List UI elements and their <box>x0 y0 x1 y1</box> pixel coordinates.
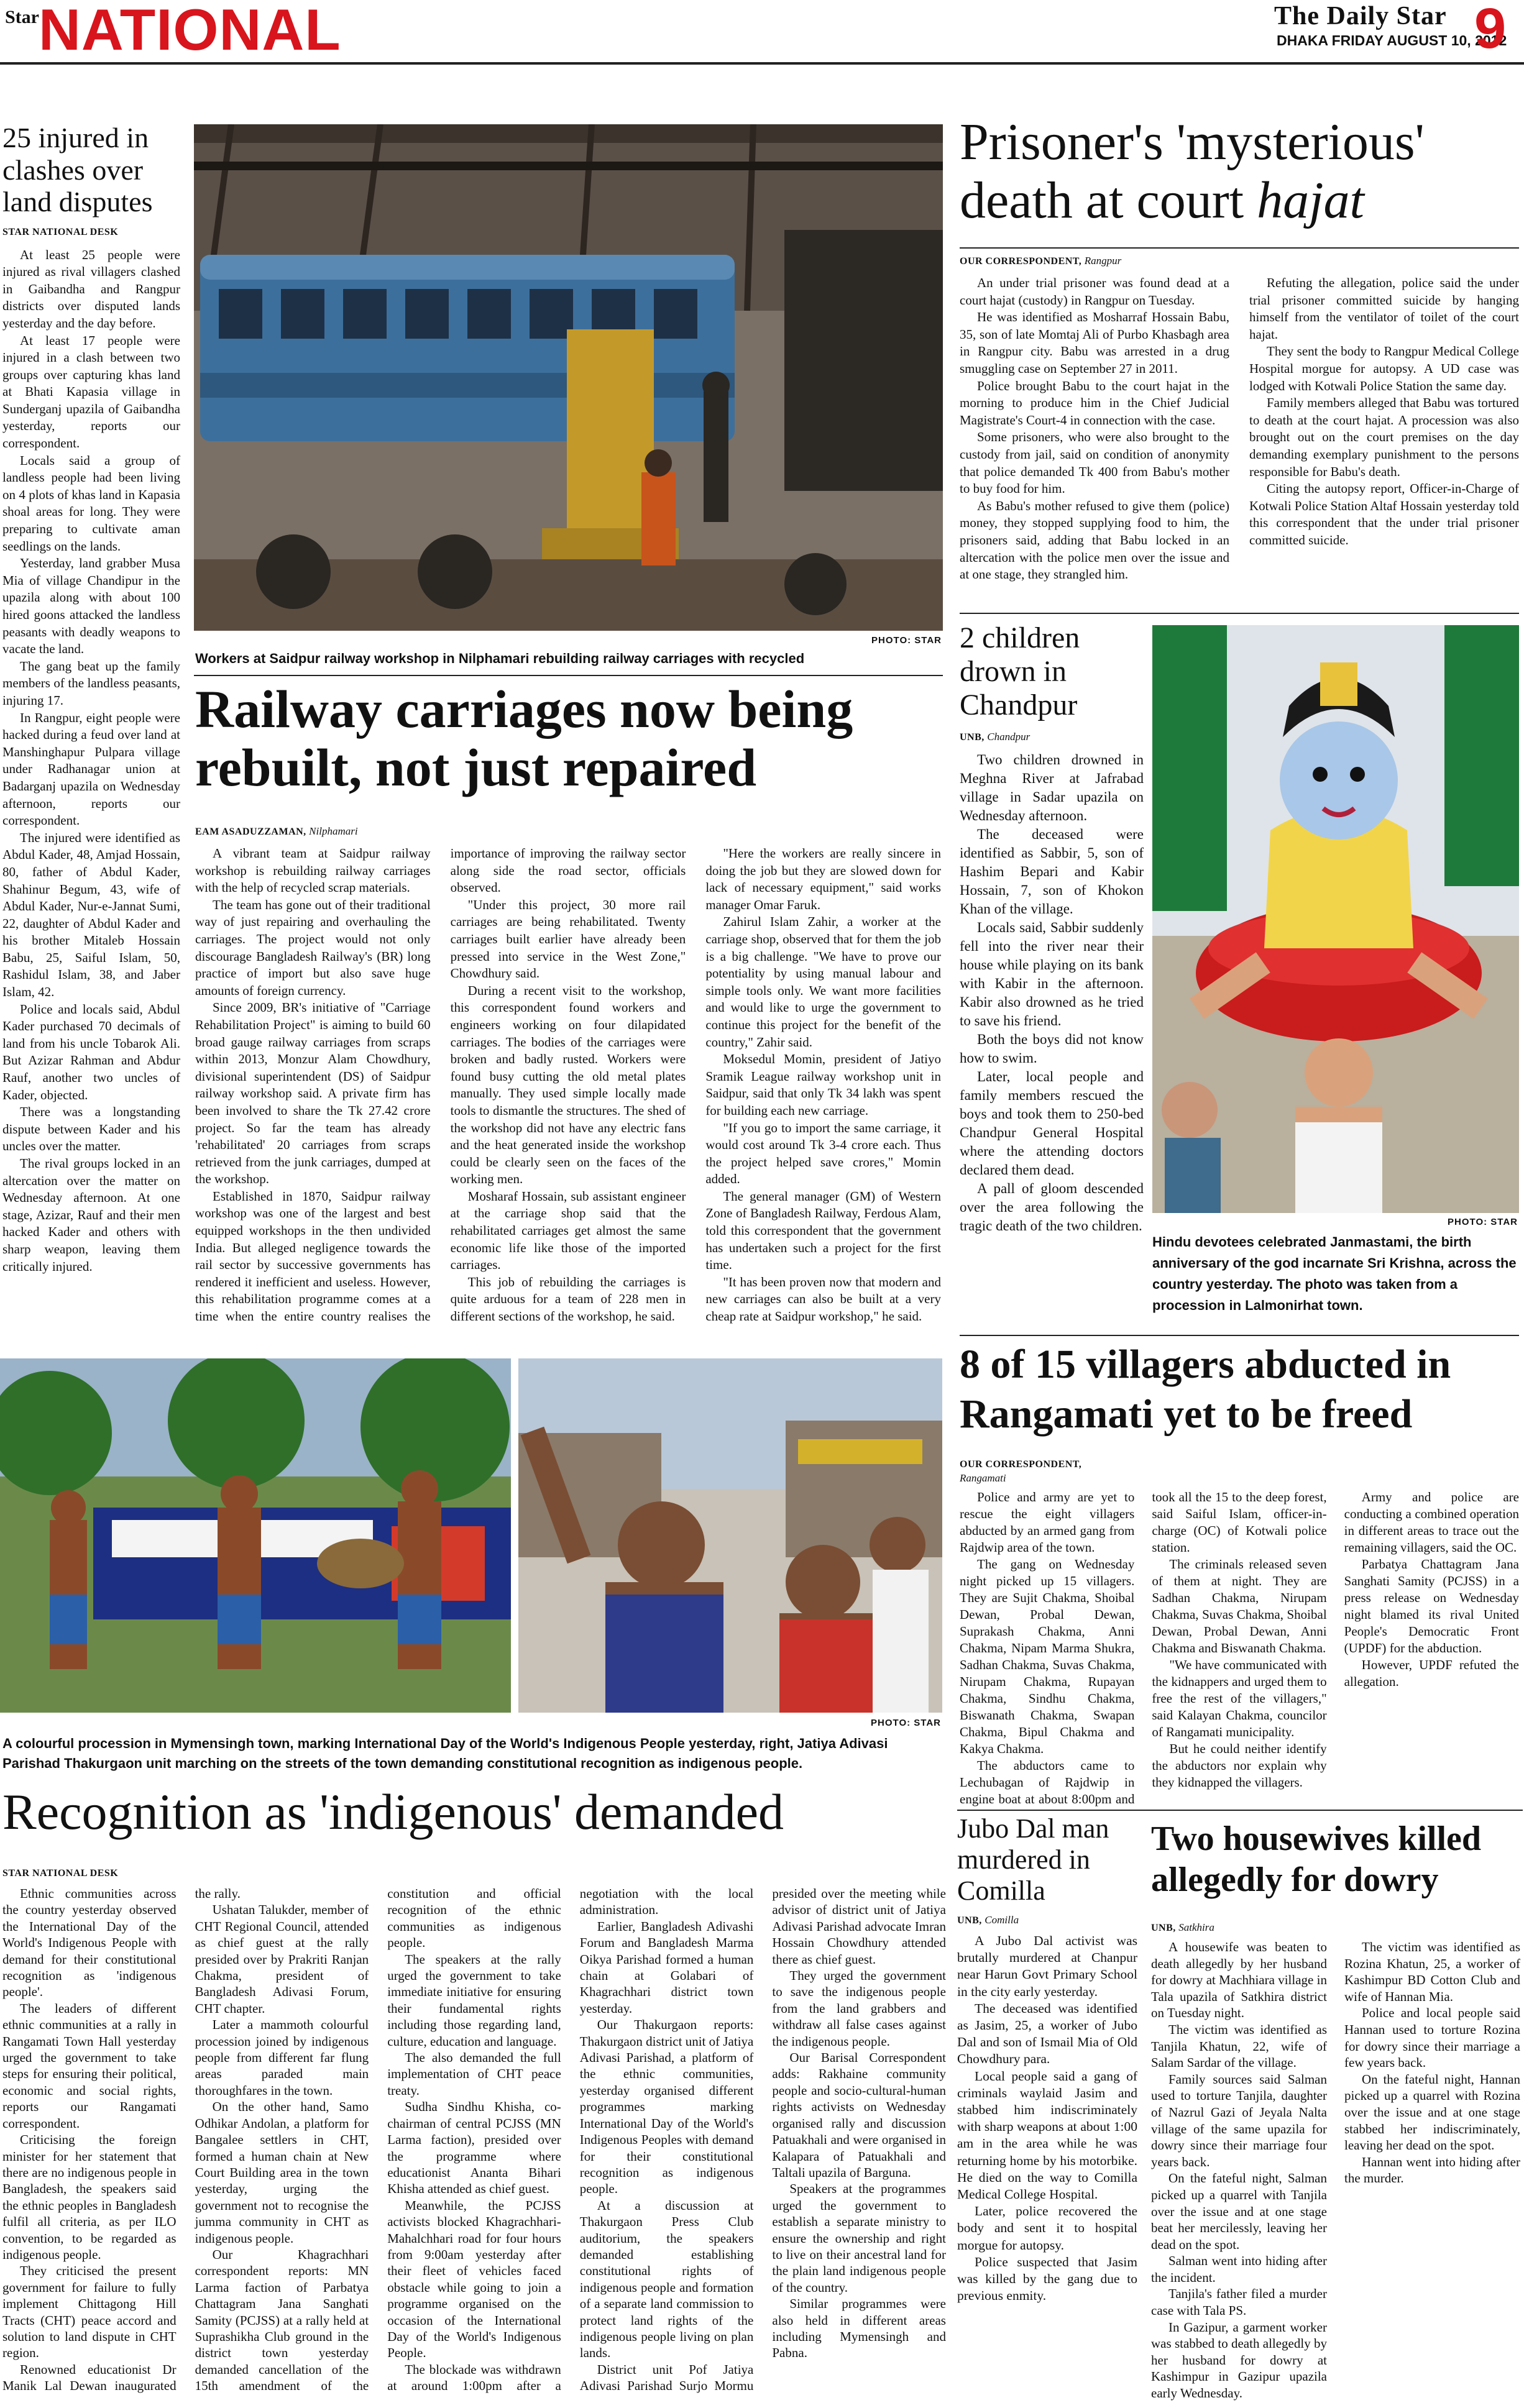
article-body <box>957 1933 1137 2304</box>
railway-headline: Railway carriages now being rebuilt, not just repaired <box>195 680 853 797</box>
paragraph: "If you go to import the same carriage, it would cost around Tk 3-4 crore each. Thus the project helped save crores," Momin added. <box>705 1120 941 1187</box>
paragraph: Speakers at the programmes urged the government to establish a separate ministry to ensure the ownership and right to live on their ancestral land for the plain land indigenous people of the country. <box>772 2181 946 2295</box>
paragraph: He was identified as Mosharraf Hossain Babu, 35, son of late Momtaj Ali of Purbo Khasbagh area in Rangpur city. Babu was arrested in a drug smuggling case on September 27 in 2011. <box>960 309 1229 376</box>
paragraph: On the fateful night, Salman picked up a quarrel with Tanjila over the issue and at one stage beat her mercilessly, leaving her dead on the spot. <box>1151 2171 1327 2252</box>
paragraph: The criminals released seven of them at night. They are Sadhan Chakma, Nirupam Chakma, Suvas Chakma, Shoibal Dewan, Probal Dewan, Anni Chakma and Biswanath Chakma. <box>1152 1557 1327 1655</box>
paragraph: Tanjila's father filed a murder case with Tala PS. <box>1151 2286 1327 2319</box>
divider <box>194 675 943 676</box>
headline: Jubo Dal man murdered in Comilla <box>957 1813 1109 1906</box>
prisoner-byline: OUR CORRESPONDENT, Rangpur <box>960 255 1122 267</box>
paragraph: A housewife was beaten to death allegedly by her husband for dowry at Machhiara village in Tala upazila of Satkhira district on Tuesday night. <box>1151 1939 1327 2021</box>
paragraph: The victim was identified as Tanjila Khatun, 22, wife of Salam Sardar of the village. <box>1151 2021 1327 2071</box>
paragraph: Later, local people and family members rescued the boys and took them to 250-bed Chandpur General Hospital where the attending doctors declared them dead. <box>960 1069 1144 1178</box>
paragraph: Army and police are conducting a combined operation in different areas to trace out the remaining villagers, said the OC. <box>1344 1490 1519 1555</box>
abducted-byline: OUR CORRESPONDENT, Rangamati <box>960 1459 1082 1484</box>
paragraph: At a discussion at Thakurgaon Press Club auditorium, the speakers demanded establishing constitutional rights of indigenous people and formation of a separate land commission to protect land rights of the indigenous people living on plan lands. <box>579 2197 754 2361</box>
railway-body <box>195 845 941 1342</box>
section-title: NATIONAL <box>39 0 341 62</box>
paragraph: Later a mammoth colourful procession joined by indigenous people from different far flung areas paraded main thoroughfares in the town. <box>195 2017 369 2098</box>
paper-name: The Daily Star <box>1274 2 1447 30</box>
paragraph: Our Thakurgaon reports: Thakurgaon district unit of Jatiya Adivasi Parishad, a platform of the ethnic communities, yesterday organised different programmes marking International Day of the World's Indigenous Peoples with demand for their constitutional recognition as indigenous people. <box>579 2017 754 2197</box>
paragraph: Mosharaf Hossain, sub assistant engineer at the carriage shop said that the rehabilitated carriages get almost the same economic life like those of the imported carriages. <box>450 1188 686 1273</box>
page-number: 9 <box>1474 0 1507 60</box>
paragraph: Refuting the allegation, police said the under trial prisoner committed suicide by hanging himself from the ventilator of toilet of the court hajat. <box>1249 275 1519 342</box>
paragraph: An under trial prisoner was found dead at a court hajat (custody) in Rangpur on Tuesday. <box>960 275 1229 308</box>
paragraph: The rival groups locked in an altercation over the matter on Wednesday afternoon. At one stage, Azizar, Rauf and their men hacked Kader and others with sharp weapon, leaving them critically injured. <box>2 1156 180 1274</box>
paragraph: Renowned educationist Dr Manik Lal Dewan inaugurated the rally. <box>2 1886 241 2394</box>
paragraph: Police and army are yet to rescue the eight villagers abducted by an armed gang from Rajdwip area of the town. <box>960 1490 1135 1555</box>
paragraph: A vibrant team at Saidpur railway workshop is rebuilding railway carriages with the help of recycled scrap materials. <box>195 846 431 895</box>
paragraph: They criticised the present government for failure to fully implement Chittagong Hill Tracts (CHT) peace accord and solution to land dispute in CHT region. <box>2 2263 177 2361</box>
paragraph: The team has gone out of their traditional way of just repairing and overhauling the carriages. The project would not only discourage Bangladesh Railway's (BR) long practice of import but also save huge amounts of foreign currency. <box>195 897 431 998</box>
paragraph: Family members alleged that Babu was tortured to death at the court hajat. A procession was also brought out on the court premises on the day demanding exemplary punishment to the persons responsible for Babu's death. <box>1249 395 1519 479</box>
mymensingh-procession-photo <box>0 1358 511 1713</box>
paragraph: "Here the workers are really sincere in doing the job but they are slowed down for lack of necessary equipment," said works manager Omar Faruk. <box>705 846 941 912</box>
paragraph: The blockade was withdrawn at around 1:00pm after a negotiation with the local administration. <box>387 1886 754 2394</box>
paragraph: Local people said a gang of criminals waylaid Jasim and stabbed him indiscriminately with sharp weapons at about 1:00 am in the area while he was returning home by his motorbike. He died on the way to Comilla Medical College Hospital. <box>957 2068 1137 2202</box>
paragraph: Our Khagrachhari correspondent reports: MN Larma faction of Parbatya Chattagram Jana Sanghati Samity (PCJSS) at a rally held at Suprashikha Club ground in the district town yesterday demanded cancellation of the 15th amendment of the constitution and official recognition of the ethnic communities as indigenous people. <box>195 1886 561 2394</box>
paragraph: Criticising the foreign minister for her statement that there are no indigenous people in Bangladesh, the speakers said the ethnic peoples in Bangladesh fulfil all criteria, as per ILO convention, to be regarded as indigenous people. <box>2 2132 177 2262</box>
dowry-body <box>1151 1918 1520 2407</box>
paragraph: Earlier, Bangladesh Adivashi Forum and Bangladesh Marma Oikya Parishad formed a human chain at Golabari of Khagrachhari district town yesterday. <box>579 1918 754 2016</box>
prisoner-headline: Prisoner's 'mysterious' death at court hajat <box>960 113 1425 229</box>
paragraph: Locals said, Sabbir suddenly fell into the river near their house while playing on its bank with Kabir in the afternoon. Kabir also drowned as he tried to save his friend. <box>960 920 1144 1028</box>
railway-photo-caption: Workers at Saidpur railway workshop in Nilphamari rebuilding railway carriages with recycled <box>195 651 805 666</box>
paragraph: Moksedul Momin, president of Jatiyo Sramik League railway workshop unit in Saidpur, said that only Tk 34 lakh was spent for building each new carriage. <box>705 1051 941 1118</box>
masthead-rule <box>0 62 1524 65</box>
abducted-headline: 8 of 15 villagers abducted in Rangamati yet to be freed <box>960 1342 1451 1437</box>
article-clashes <box>2 122 180 1340</box>
thakurgaon-march-photo <box>518 1358 942 1713</box>
article-children <box>960 621 1144 1342</box>
paragraph: The general manager (GM) of Western Zone of Bangladesh Railway, Ferdous Alam, told this correspondent that the government has undertaken such a project for the first time. <box>705 1188 941 1273</box>
paragraph: The gang beat up the family members of the landless peasants, injuring 17. <box>2 658 180 708</box>
janmastami-photo-caption: Hindu devotees celebrated Janmastami, the birth anniversary of the god incarnate Sri Krishna, across the country yesterday. The photo was taken from a procession in Lalmonirhat town. <box>1152 1234 1517 1313</box>
paragraph: Sudha Sindhu Khisha, co-chairman of central PCJSS (MN Larma faction), presided over the programme where educationist Ananta Bihari Khisha attended as chief guest. <box>387 2099 561 2197</box>
paragraph: In Gazipur, a garment worker was stabbed to death allegedly by her husband for dowry at Kashimpur in Gazipur upazila early Wednesday. <box>1151 2319 1327 2401</box>
janmastami-photo-credit: PHOTO: STAR <box>1448 1217 1518 1227</box>
headline: 2 children drown in Chandpur <box>960 621 1080 721</box>
paragraph: The deceased was identified as Jasim, 25, a worker of Jubo Dal and son of Ismail Mia of Old Chowdhury para. <box>957 2000 1137 2067</box>
railway-photo-credit: PHOTO: STAR <box>871 635 942 646</box>
paragraph: Meanwhile, the PCJSS activists blocked Khagrachhari-Mahalchhari road for four hours from 9:00am yesterday after their fleet of vehicles faced obstacle while going to join a programme organised on the occasion of the International Day of the World's Indigenous People. <box>387 2197 561 2361</box>
paragraph: Salman went into hiding after the incident. <box>1151 2253 1327 2285</box>
paragraph: Police brought Babu to the court hajat in the morning to produce him in the Chief Judicial Magistrate's Court-4 in connection with the case. <box>960 378 1229 428</box>
janmastami-procession-photo <box>1152 625 1519 1213</box>
prisoner-body <box>960 275 1519 610</box>
dateline: DHAKA FRIDAY AUGUST 10, 2012 <box>1277 32 1507 48</box>
byline: UNB, Comilla <box>957 1914 1019 1926</box>
railway-byline: EAM ASADUZZAMAN, Nilphamari <box>195 825 358 837</box>
paragraph: The speakers at the rally urged the government to take immediate initiative for ensuring their fundamental rights including those regarding land, culture, education and language. <box>387 1951 561 2049</box>
paragraph: This job of rebuilding the carriages is quite arduous for a team of 228 men in different sections of the workshop, he said. <box>450 1274 686 1324</box>
paragraph: Our Barisal Correspondent adds: Rakhaine community people and socio-cultural-human rights activists on Wednesday organised rally and discussion Patuakhali and were organised in Kalapara of Patuakhali and Taltali upazila of Barguna. <box>772 2050 946 2180</box>
paragraph: On the fateful night, Hannan picked up a quarrel with Rozina over the issue and at one stage stabbed her indiscriminately, leaving her dead on the spot. <box>1344 2071 1520 2153</box>
paragraph: During a recent visit to the workshop, this correspondent found workers and engineers working on four dilapidated carriages. The bodies of the carriages were broken and badly rusted. Workers were found busy cutting the old metal plates manually. They used simple locally made tools to dismantle the structures. The shed of the workshop did not have any electric fans and the heat generated inside the workshop could be clearly seen on the faces of the working men. <box>450 982 686 1187</box>
article-body <box>2 247 180 1276</box>
paragraph: There was a longstanding dispute between Kader and his uncles over the matter. <box>2 1104 180 1154</box>
byline: STAR NATIONAL DESK <box>2 226 119 237</box>
paragraph: "Under this project, 30 more rail carriages are being rehabilitated. Twenty carriages built earlier have already been pressed into service in the West Zone," Chowdhury said. <box>450 897 686 981</box>
paragraph: Parbatya Chattagram Jana Sanghati Samity (PCJSS) in a press release on Wednesday night blamed its rival United People's Democratic Front (UPDF) for the abduction. <box>1344 1557 1519 1655</box>
dowry-headline: Two housewives killed allegedly for dowry <box>1151 1820 1482 1899</box>
paragraph: Established in 1870, Saidpur railway workshop was one of the largest and best equipped workshops in the then undivided India. But alleged negligence towards the rail sector by successive governments has rendered it inefficient and useless. However, this rehabilitation programme comes at a time when the entire country realises the importance of improving the railway sector along side the road sector, officials observed. <box>195 846 686 1324</box>
paragraph: At least 25 people were injured as rival villagers clashed in Gaibandha and Rangpur districts over disputed lands yesterday and the day before. <box>2 247 180 331</box>
paragraph: Hannan went into hiding after the murder. <box>1344 2154 1520 2186</box>
paragraph: They sent the body to Rangpur Medical College Hospital morgue for autopsy. A UD case was lodged with Kotwali Police Station the same day. <box>1249 344 1519 393</box>
paragraph: They urged the government to save the indigenous people from the land grabbers and withdraw all false cases against the indigenous people. <box>772 1968 946 2049</box>
indigenous-body <box>2 1885 946 2406</box>
masthead <box>0 0 1524 62</box>
paragraph: Since 2009, BR's initiative of "Carriage Rehabilitation Project" is aiming to build 60 broad gauge railway carriages from scraps within 2013, Monzur Alam Chowdhury, divisional superintendent (DS) of Saidpur railway workshop said. A private firm has been involved to share the Tk 27.42 crore project. So far the team has already 'rehabilitated' 20 carriages from scraps retrieved from the junk carriages, dumped at the workshop. <box>195 1000 431 1187</box>
paragraph: Police and local people said Hannan used to torture Rozina for dowry since their marriage a few years back. <box>1344 2005 1520 2071</box>
headline: 25 injured in clashes over land disputes <box>2 122 153 218</box>
paragraph: A Jubo Dal activist was brutally murdered at Chanpur near Harun Govt Primary School in the city early yesterday. <box>957 1933 1137 1999</box>
paragraph: Ethnic communities across the country yesterday observed the International Day of the World's Indigenous People with demand for their constitutional recognition as 'indigenous people'. <box>2 1886 177 2000</box>
paragraph: Similar programmes were also held in different areas including Mymensingh and Pabna. <box>772 2296 946 2361</box>
paragraph: The gang on Wednesday night picked up 15 villagers. They are Sujit Chakma, Shoibal Dewan, Probal Dewan, Suprakash Chakma, Anni Chakma, Nipam Marma Shukra, Sadhan Chakma, Suvas Chakma, Nirupam Chakma, Rupayan Chakma, Sindhu Chakma, Biswanath Chakma, Swapan Chakma, Bipul Chakma and Kakya Chakma. <box>960 1557 1135 1756</box>
paragraph: Police suspected that Jasim was killed by the gang due to previous enmity. <box>957 2254 1137 2304</box>
article-body <box>960 751 1144 1235</box>
paragraph: "We have communicated with the kidnappers and urged them to free the rest of the villagers," said Kalayan Chakma, councilor of Rangamati municipality. <box>1152 1657 1327 1739</box>
paragraph: "It has been proven now that modern and new carriages can also be built at a very cheap rate at Saidpur workshop," he said. <box>705 1274 941 1324</box>
star-logo: Star <box>5 7 39 27</box>
paragraph: However, UPDF refuted the allegation. <box>1344 1657 1519 1689</box>
article-jubodal <box>957 1813 1137 2407</box>
divider <box>960 1335 1519 1336</box>
paragraph: At least 17 people were injured in a clash between two groups over capturing khas land at Bhati Kapasia village in Sunderganj upazila of Gaibandha yesterday, reports our correspondent. <box>2 332 180 451</box>
paragraph: As Babu's mother refused to give them (police) money, they stopped supplying food to him, the prisoners said, adding that Babu locked in an altercation with the police men over the issue and at one stage, they strangled him. <box>960 498 1229 582</box>
indigenous-byline: STAR NATIONAL DESK <box>2 1868 119 1879</box>
indigenous-photo-caption: A colourful procession in Mymensingh town, marking International Day of the World's Indigenous People yesterday, right, Jatiya Adivasi Parishad Thakurgaon unit marching on the streets of the town demanding constitutional recognition as indigenous people. <box>2 1736 888 1771</box>
paragraph: Police and locals said, Abdul Kader purchased 70 decimals of land from his uncle Tobarok Ali. But Azizar Rahman and Abdur Rauf, another two uncles of Kader, objected. <box>2 1001 180 1102</box>
paragraph: Citing the autopsy report, Officer-in-Charge of Kotwali Police Station Altaf Hossain yesterday told this correspondent that the under trial prisoner committed suicide. <box>1249 481 1519 547</box>
paragraph: A pall of gloom descended over the area following the tragic death of the two children. <box>960 1181 1144 1234</box>
indigenous-headline: Recognition as 'indigenous' demanded <box>2 1783 784 1840</box>
indigenous-photo-credit: PHOTO: STAR <box>871 1718 941 1728</box>
paragraph: Locals said a group of landless people had been living on 4 plots of khas land in Kapasia shoal areas for long. They were preparing to cultivate aman seedlings on the lands. <box>2 452 180 554</box>
byline: UNB, Chandpur <box>960 731 1031 743</box>
paragraph: The abductors came to Lechubagan of Rajdwip in engine boat at about 8:00pm and took all the 15 to the deep forest, said Saiful Islam, officer-in-charge (OC) of Kotwali police station. <box>960 1490 1327 1806</box>
paragraph: The victim was identified as Rozina Khatun, 25, a worker of Kashimpur BD Cotton Club and wife of Hannan Mia. <box>1344 1939 1520 2004</box>
paragraph: Yesterday, land grabber Musa Mia of village Chandipur in the upazila along with about 100 hired goons attacked the landless peasants with deadly weapons to vacate the land. <box>2 556 180 657</box>
paragraph: The leaders of different ethnic communities at a rally in Rangamati Town Hall yesterday urged the government to take steps for ensuring their political, economic and social rights, reports our Rangamati correspondent. <box>2 2000 177 2131</box>
paragraph: Both the boys did not know how to swim. <box>960 1032 1144 1066</box>
paragraph: Family sources said Salman used to torture Tanjila, daughter of Nazrul Gazi of Jeyala Nalta village of the same upazila for dowry since their marriage four years back. <box>1151 2071 1327 2169</box>
paragraph: The also demanded the full implementation of CHT peace treaty. <box>387 2050 561 2098</box>
divider <box>957 1810 1523 1811</box>
paragraph: But he could neither identify the abductors nor explain why they kidnapped the villagers. <box>1152 1741 1327 1790</box>
abducted-body <box>960 1454 1519 1808</box>
paragraph: The injured were identified as Abdul Kader, 48, Amjad Hossain, 80, father of Abdul Kader, Shahinur Begum, 43, wife of Abdul Kader, Nur-e-Jannat Sumi, 22, daughter of Abdul Kader and his brother Mitaleb Hossain Babu, 25, Saiful Islam, 50, Rashidul Islam, 38, and Jaber Islam, 42. <box>2 830 180 1000</box>
paragraph: Two children drowned in Meghna River at Jafrabad village in Sadar upazila on Wednesday afternoon. <box>960 752 1144 823</box>
paragraph: Ushatan Talukder, member of CHT Regional Council, attended as chief guest at the rally presided over by Prakriti Ranjan Chakma, president of Bangladesh Adivasi Forum, CHT chapter. <box>195 1902 369 2016</box>
paragraph: District unit Pof Jatiya Adivasi Parishad Surjo Mormu presided over the meeting while advisor of district unit of Jatiya Adivasi Parishad advocate Imran Hossain Chowdhury attended there as chief guest. <box>579 1886 946 2394</box>
divider <box>960 613 1519 614</box>
paragraph: Later, police recovered the body and sent it to hospital morgue for autopsy. <box>957 2204 1137 2253</box>
dowry-byline: UNB, Satkhira <box>1151 1921 1214 1933</box>
paragraph: The deceased were identified as Sabbir, 5, son of Hashim Bepari and Kabir Hossain, 7, son of Khokon Khan of the village. <box>960 826 1144 917</box>
divider <box>960 247 1519 249</box>
paragraph: On the other hand, Samo Odhikar Andolan, a platform for Bangalee settlers in CHT, formed a human chain at New Court Building area in the town yesterday, urging the government not to recognise the jumma community in CHT as indigenous people. <box>195 2099 369 2246</box>
paragraph: In Rangpur, eight people were hacked during a feud over land at Manshinghapur Pulpara village under Radhanagar union at Badarganj upazila on Wednesday afternoon, reports our correspondent. <box>2 710 180 828</box>
railway-workshop-photo <box>194 124 943 631</box>
paragraph: Zahirul Islam Zahir, a worker at the carriage shop, observed that for them the job is a big challenge. "We have to prove our potentiality by using manual labour and simple tools only. We want more facilities and would like to urge the government to continue this project for the benefit of the country," Zahir said. <box>705 914 941 1050</box>
paragraph: Some prisoners, who were also brought to the custody from jail, said on condition of anonymity that police demanded Tk 400 from Babu's mother to buy food for him. <box>960 429 1229 497</box>
